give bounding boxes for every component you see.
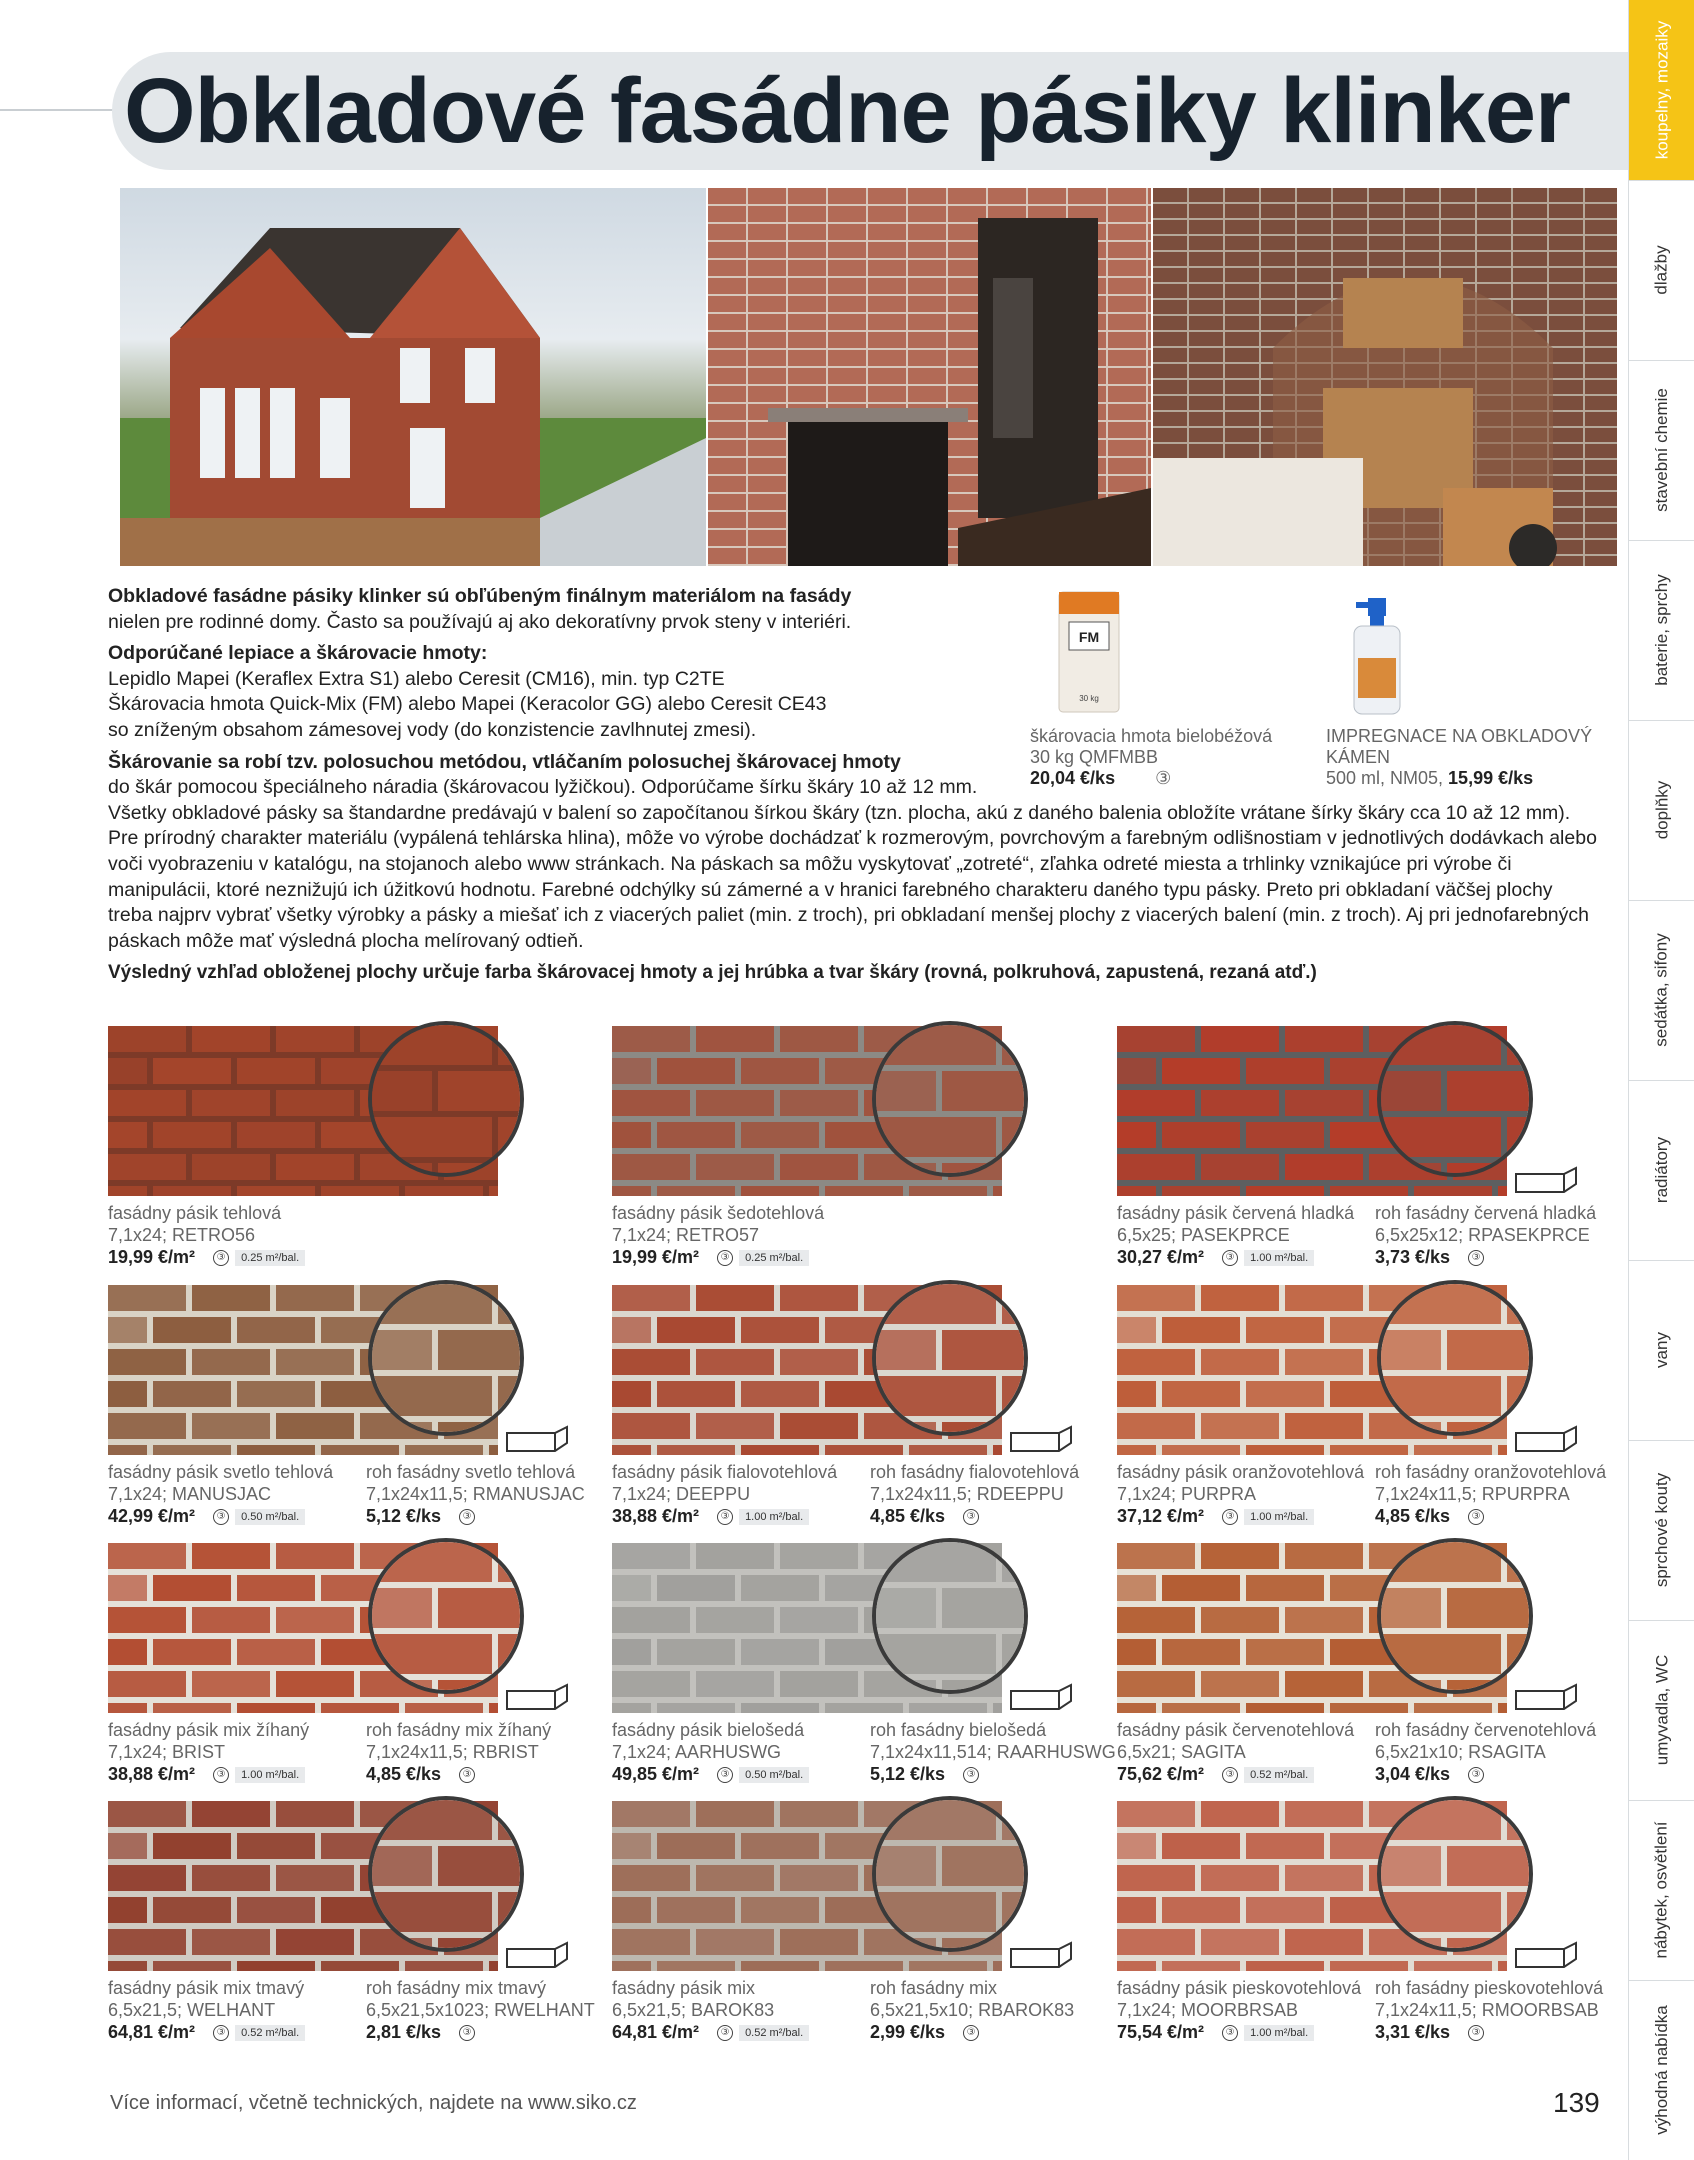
corner-label[interactable] — [1375, 1202, 1596, 1268]
footer-note: Více informací, včetně technických, najdete na www.siko.cz — [110, 2092, 637, 2114]
side-tab-dlazby[interactable]: dlažby — [1629, 180, 1694, 361]
label-line: 7,1x24; RETRO56 — [108, 1225, 256, 1245]
cert-icon: ③ — [459, 2025, 475, 2041]
tile-zoom — [872, 1280, 1028, 1436]
price: 3,04 €/ks — [1375, 1764, 1451, 1784]
label-line: 7,1x24x11,5; RBRIST — [366, 1742, 539, 1762]
pack-size: 1.00 m²/bal. — [1244, 1250, 1314, 1266]
price-row — [1117, 2021, 1361, 2043]
label-line: roh fasádny mix žíhaný — [366, 1720, 552, 1740]
tile-aarhuswg[interactable] — [612, 1543, 1002, 1713]
label-line: 7,1x24; AARHUSWG — [612, 1742, 782, 1762]
intro-line: nielen pre rodinné domy. Často sa používajú aj ako dekoratívny prvok steny v interiéri. — [108, 610, 852, 633]
tile-zoom — [1377, 1796, 1533, 1952]
price-row — [108, 1246, 305, 1268]
price: 5,12 €/ks — [870, 1764, 946, 1784]
price: 30,27 €/m² — [1117, 1247, 1205, 1267]
cert-icon: ③ — [459, 1509, 475, 1525]
cert-icon: ③ — [717, 1767, 733, 1783]
price: 4,85 €/ks — [1375, 1506, 1451, 1526]
label-line: 6,5x21x10; RSAGITA — [1375, 1742, 1546, 1762]
impregnation-price: 15,99 €/ks — [1448, 768, 1534, 788]
tile-label[interactable] — [612, 1719, 809, 1785]
label-line: roh fasádny svetlo tehlová — [366, 1462, 576, 1482]
price: 3,31 €/ks — [1375, 2022, 1451, 2042]
price-row — [612, 2021, 809, 2043]
tile-corner — [1512, 1941, 1582, 1980]
tile-corner — [1007, 1425, 1077, 1464]
price: 19,99 €/m² — [108, 1247, 196, 1267]
label-line: 7,1x24; RETRO57 — [612, 1225, 760, 1245]
corner-piece-icon — [503, 1941, 573, 1975]
pack-size: 0.25 m²/bal. — [739, 1250, 809, 1266]
cert-icon: ③ — [717, 1509, 733, 1525]
corner-piece-icon — [503, 1683, 573, 1717]
side-tab-baterie-sprchy[interactable]: baterie, sprchy — [1629, 540, 1694, 721]
price: 4,85 €/ks — [366, 1764, 442, 1784]
price-row — [108, 1763, 309, 1785]
result-note: Výsledný vzhľad obloženej plochy určuje farba škárovacej hmoty a jej hrúbka a tvar škáry (rovná, polkruhová, zapustená, rezaná atď.) — [108, 962, 1317, 984]
cert-icon: ③ — [1468, 1250, 1484, 1266]
price-row — [108, 1505, 333, 1527]
corner-label[interactable] — [366, 1719, 551, 1785]
cert-icon: ③ — [963, 2025, 979, 2041]
side-tab-umyvadla-wc[interactable]: umyvadla, WC — [1629, 1620, 1694, 1801]
cert-icon: ③ — [1222, 2025, 1238, 2041]
tile-welhant[interactable] — [108, 1801, 498, 1971]
corner-piece-icon — [1512, 1425, 1582, 1459]
tile-corner — [1512, 1166, 1582, 1205]
price-row — [870, 2021, 1074, 2043]
tile-label[interactable] — [108, 1977, 305, 2043]
intro-line: Lepidlo Mapei (Keraflex Extra S1) alebo Ceresit (CM16), min. typ C2TE — [108, 667, 725, 690]
price-row — [612, 1246, 824, 1268]
tile-manusjac[interactable] — [108, 1285, 498, 1455]
cert-icon: ③ — [1468, 1509, 1484, 1525]
corner-piece-icon — [503, 1425, 573, 1459]
label-line: 7,1x24x11,5; RMANUSJAC — [366, 1484, 585, 1504]
label-line: 7,1x24; BRIST — [108, 1742, 226, 1762]
spray-bottle-image — [1346, 598, 1406, 718]
side-tab-nabytek-osvetleni[interactable]: nábytek, osvětlení — [1629, 1800, 1694, 1981]
label-line: 6,5x25; PASEKPRCE — [1117, 1225, 1290, 1245]
cert-icon: ③ — [717, 1250, 733, 1266]
pack-size: 1.00 m²/bal. — [1244, 2025, 1314, 2041]
price: 38,88 €/m² — [108, 1764, 196, 1784]
label-line: 7,1x24; MOORBRSAB — [1117, 2000, 1299, 2020]
price-row — [1375, 2021, 1603, 2043]
tile-corner — [503, 1941, 573, 1980]
price: 37,12 €/m² — [1117, 1506, 1205, 1526]
price-row — [1375, 1505, 1606, 1527]
pack-size: 0.50 m²/bal. — [739, 1767, 809, 1783]
tile-label[interactable] — [108, 1719, 309, 1785]
price-row — [1117, 1246, 1354, 1268]
impregnation-name: IMPREGNACE NA OBKLADOVÝ — [1326, 726, 1593, 746]
tile-sagita[interactable] — [1117, 1543, 1507, 1713]
side-tab-sprchove-kouty[interactable]: sprchové kouty — [1629, 1440, 1694, 1621]
label-line: fasádny pásik bielošedá — [612, 1720, 805, 1740]
label-line: fasádny pásik mix žíhaný — [108, 1720, 310, 1740]
price: 64,81 €/m² — [108, 2022, 196, 2042]
tile-retro56[interactable] — [108, 1026, 498, 1196]
page-number: 139 — [1553, 2087, 1600, 2118]
label-line: fasádny pásik svetlo tehlová — [108, 1462, 334, 1482]
cert-icon: ③ — [213, 1509, 229, 1525]
corner-piece-icon — [1512, 1941, 1582, 1975]
intro-line: do škár pomocou špeciálneho náradia (škárovacou lyžičkou). Odporúčame šírku škáry 10 až 12 mm. — [108, 776, 978, 799]
label-line: fasádny pásik mix tmavý — [108, 1978, 305, 1998]
tile-label[interactable] — [1117, 1719, 1354, 1785]
tile-zoom — [368, 1538, 524, 1694]
price-row — [108, 2021, 305, 2043]
label-line: 6,5x21,5x1023; RWELHANT — [366, 2000, 595, 2020]
tile-zoom — [872, 1021, 1028, 1177]
price: 38,88 €/m² — [612, 1506, 700, 1526]
label-line: roh fasádny mix — [870, 1978, 998, 1998]
adhesives-heading: Odporúčané lepiace a škárovacie hmoty: — [108, 642, 488, 665]
label-line: roh fasádny pieskovotehlová — [1375, 1978, 1604, 1998]
label-line: fasádny pásik tehlová — [108, 1203, 282, 1223]
side-tab-stavebni-chemie[interactable]: stavební chemie — [1629, 360, 1694, 541]
price: 2,99 €/ks — [870, 2022, 946, 2042]
price-row — [366, 1505, 585, 1527]
svg-text:30 kg: 30 kg — [1079, 694, 1099, 703]
tile-zoom — [368, 1796, 524, 1952]
tile-barok83[interactable] — [612, 1801, 1002, 1971]
pack-size: 0.52 m²/bal. — [235, 2025, 305, 2041]
label-line: 6,5x25x12; RPASEKPRCE — [1375, 1225, 1590, 1245]
grout-price: 20,04 €/ks — [1030, 768, 1116, 788]
label-line: roh fasádny mix tmavý — [366, 1978, 547, 1998]
side-tab-vyhodna-nabidka[interactable]: výhodná nabídka — [1652, 2005, 1671, 2135]
label-line: fasádny pásik pieskovotehlová — [1117, 1978, 1362, 1998]
corner-label[interactable] — [870, 1719, 1116, 1785]
price-row — [612, 1763, 809, 1785]
price-row — [1375, 1763, 1596, 1785]
tile-label[interactable] — [612, 1461, 837, 1527]
label-line: fasádny pásik mix — [612, 1978, 756, 1998]
corner-label[interactable] — [366, 1461, 585, 1527]
cert-icon: ③ — [963, 1767, 979, 1783]
price: 3,73 €/ks — [1375, 1247, 1451, 1267]
tile-corner — [1007, 1941, 1077, 1980]
tile-purpra[interactable] — [1117, 1285, 1507, 1455]
label-line: roh fasádny oranžovotehlová — [1375, 1462, 1607, 1482]
side-tab-sedatka-sifony[interactable]: sedátka, sifony — [1629, 900, 1694, 1081]
tile-label[interactable] — [1117, 1461, 1364, 1527]
house-photo — [120, 188, 706, 566]
cert-icon: ③ — [1468, 2025, 1484, 2041]
pack-size: 1.00 m²/bal. — [739, 1509, 809, 1525]
label-line: fasádny pásik fialovotehlová — [612, 1462, 838, 1482]
vaulted-room-photo — [1153, 188, 1617, 566]
fireplace-photo — [708, 188, 1151, 566]
price: 75,54 €/m² — [1117, 2022, 1205, 2042]
cert-icon: ③ — [213, 1767, 229, 1783]
label-line: 6,5x21,5; BAROK83 — [612, 2000, 775, 2020]
intro-paragraph: Všetky obkladové pásky sa štandardne predávajú v balení so započítanou šírkou škáry (tzn. plocha, akú z daného balenia obložíte vrátane šírky škáry cca 10 až 12 mm). Pre prírodný charakter materiálu (vypálená tehlárska hlina), môže vo výrobe dochádzať k rozmerovým, povrchovým a farebným odlišnostiam v jednotlivých dodávkach alebo voči vyobrazeniu v katalógu, na stojanoch alebo www stránkach. Na páskach sa môžu vyskytovať „zotreté“, zľahka odreté miesta a trhlinky vznikajúce pri výrobe či manipulácii, ktoré neznižujú ich úžitkovú hodnotu. Farebné odchýlky sú zámerné a v hranici farebného charakteru daného typu pásky. Preto pri obkladaní väčšej plochy treba najprv vybrať všetky výrobky a pásky a miešať ich z viacerých paliet (min. z troch), pri obkladaní menšej plochy z viacerých balení (min. z troch). Aj pri jednofarebných páskach môže mať výsledná plocha melírovaný odtieň. — [108, 801, 1597, 952]
label-line: roh fasádny bielošedá — [870, 1720, 1047, 1740]
tile-pasekprce[interactable] — [1117, 1026, 1507, 1196]
price: 64,81 €/m² — [612, 2022, 700, 2042]
label-line: fasádny pásik červená hladká — [1117, 1203, 1355, 1223]
label-line: roh fasádny červenotehlová — [1375, 1720, 1597, 1740]
label-line: roh fasádny fialovotehlová — [870, 1462, 1080, 1482]
cert-icon: ③ — [717, 2025, 733, 2041]
svg-text:FM: FM — [1078, 629, 1100, 645]
side-tab-vany[interactable]: vany — [1629, 1260, 1694, 1441]
label-line: fasádny pásik červenotehlová — [1117, 1720, 1355, 1740]
label-line: fasádny pásik šedotehlová — [612, 1203, 825, 1223]
corner-label[interactable] — [870, 1977, 1074, 2043]
corner-piece-icon — [1007, 1683, 1077, 1717]
pack-size: 0.52 m²/bal. — [739, 2025, 809, 2041]
price-row — [1117, 1505, 1364, 1527]
label-line: 7,1x24; MANUSJAC — [108, 1484, 272, 1504]
label-line: 6,5x21; SAGITA — [1117, 1742, 1246, 1762]
label-line: fasádny pásik oranžovotehlová — [1117, 1462, 1365, 1482]
tile-zoom — [368, 1280, 524, 1436]
cert-icon: ③ — [963, 1509, 979, 1525]
cert-icon: ③ — [459, 1767, 475, 1783]
corner-label[interactable] — [366, 1977, 595, 2043]
tile-label[interactable] — [108, 1202, 305, 1268]
price: 2,81 €/ks — [366, 2022, 442, 2042]
tile-deeppu[interactable] — [612, 1285, 1002, 1455]
label-line: 7,1x24; DEEPPU — [612, 1484, 751, 1504]
corner-piece-icon — [1007, 1425, 1077, 1459]
price-row — [366, 2021, 595, 2043]
price: 42,99 €/m² — [108, 1506, 196, 1526]
corner-label[interactable] — [1375, 1461, 1606, 1527]
label-line: 7,1x24x11,514; RAARHUSWG — [870, 1742, 1116, 1762]
grout-bag-image — [1055, 586, 1123, 716]
tile-zoom — [1377, 1538, 1533, 1694]
cert-icon: ③ — [1222, 1509, 1238, 1525]
price: 75,62 €/m² — [1117, 1764, 1205, 1784]
cert-icon: ③ — [1222, 1250, 1238, 1266]
impregnation-code: 500 ml, NM05, — [1326, 768, 1449, 788]
corner-label[interactable] — [1375, 1977, 1603, 2043]
label-line: 6,5x21,5x10; RBAROK83 — [870, 2000, 1075, 2020]
cert-icon: ③ — [1468, 1767, 1484, 1783]
pack-size: 0.50 m²/bal. — [235, 1509, 305, 1525]
price-row — [870, 1505, 1079, 1527]
category-side-nav — [1628, 0, 1694, 2160]
tile-zoom — [872, 1796, 1028, 1952]
price-row — [1375, 1246, 1596, 1268]
pack-size: 1.00 m²/bal. — [1244, 1509, 1314, 1525]
price-row — [612, 1505, 837, 1527]
corner-piece-icon — [1512, 1683, 1582, 1717]
price: 49,85 €/m² — [612, 1764, 700, 1784]
intro-heading: Obkladové fasádne pásiky klinker sú obľúbeným finálnym materiálom na fasády — [108, 585, 852, 607]
tile-zoom — [368, 1021, 524, 1177]
cert-icon: ③ — [1155, 768, 1172, 788]
tile-brist[interactable] — [108, 1543, 498, 1713]
pack-size: 1.00 m²/bal. — [235, 1767, 305, 1783]
tile-corner — [503, 1683, 573, 1722]
tile-corner — [1512, 1425, 1582, 1464]
tile-zoom — [872, 1538, 1028, 1694]
price: 5,12 €/ks — [366, 1506, 442, 1526]
price: 19,99 €/m² — [612, 1247, 700, 1267]
pack-size: 0.25 m²/bal. — [235, 1250, 305, 1266]
intro-line: Škárovacia hmota Quick-Mix (FM) alebo Mapei (Keracolor GG) alebo Ceresit CE43 — [108, 693, 827, 716]
tile-label[interactable] — [1117, 1977, 1361, 2043]
tile-corner — [1007, 1683, 1077, 1722]
corner-piece-icon — [1007, 1941, 1077, 1975]
label-line: 7,1x24x11,5; RPURPRA — [1375, 1484, 1570, 1504]
impregnation-name-2: KÁMEN — [1326, 747, 1391, 767]
label-line: 7,1x24; PURPRA — [1117, 1484, 1257, 1504]
tile-zoom — [1377, 1280, 1533, 1436]
intro-line: so zníženým obsahom zámesovej vody (do konzistencie zavlhnutej zmesi). — [108, 718, 757, 741]
side-tab-koupelny-mozaiky[interactable]: koupelny, mozaiky — [1629, 0, 1694, 181]
tile-moorbrsab[interactable] — [1117, 1801, 1507, 1971]
tile-label[interactable] — [108, 1461, 333, 1527]
side-tab-radiatory[interactable]: radiátory — [1629, 1080, 1694, 1261]
label-line: 7,1x24x11,5; RMOORBSAB — [1375, 2000, 1599, 2020]
price-row — [366, 1763, 551, 1785]
cert-icon: ③ — [213, 1250, 229, 1266]
title-divider — [0, 109, 116, 111]
price: 4,85 €/ks — [870, 1506, 946, 1526]
tile-label[interactable] — [612, 1202, 824, 1268]
pack-size: 0.52 m²/bal. — [1244, 1767, 1314, 1783]
tile-corner — [1512, 1683, 1582, 1722]
tile-corner — [503, 1425, 573, 1464]
grouting-heading: Škárovanie sa robí tzv. polosuchou metódou, vtláčaním polosuchej škárovacej hmoty — [108, 750, 901, 773]
grout-name: škárovacia hmota bielobéžová — [1030, 726, 1273, 746]
price-row — [870, 1763, 1116, 1785]
corner-label[interactable] — [870, 1461, 1079, 1527]
label-line: 7,1x24x11,5; RDEEPPU — [870, 1484, 1064, 1504]
page-title: Obkladové fasádne pásiky klinker — [124, 60, 1570, 162]
cert-icon: ③ — [1222, 1767, 1238, 1783]
grout-code: 30 kg QMFMBB — [1030, 747, 1159, 767]
tile-label[interactable] — [1117, 1202, 1354, 1268]
tile-retro57[interactable] — [612, 1026, 1002, 1196]
label-line: 6,5x21,5; WELHANT — [108, 2000, 276, 2020]
price-row — [1117, 1763, 1354, 1785]
corner-piece-icon — [1512, 1166, 1582, 1200]
side-tab-doplnky[interactable]: doplňky — [1629, 720, 1694, 901]
corner-label[interactable] — [1375, 1719, 1596, 1785]
tile-zoom — [1377, 1021, 1533, 1177]
tile-label[interactable] — [612, 1977, 809, 2043]
label-line: roh fasádny červená hladká — [1375, 1203, 1597, 1223]
cert-icon: ③ — [213, 2025, 229, 2041]
